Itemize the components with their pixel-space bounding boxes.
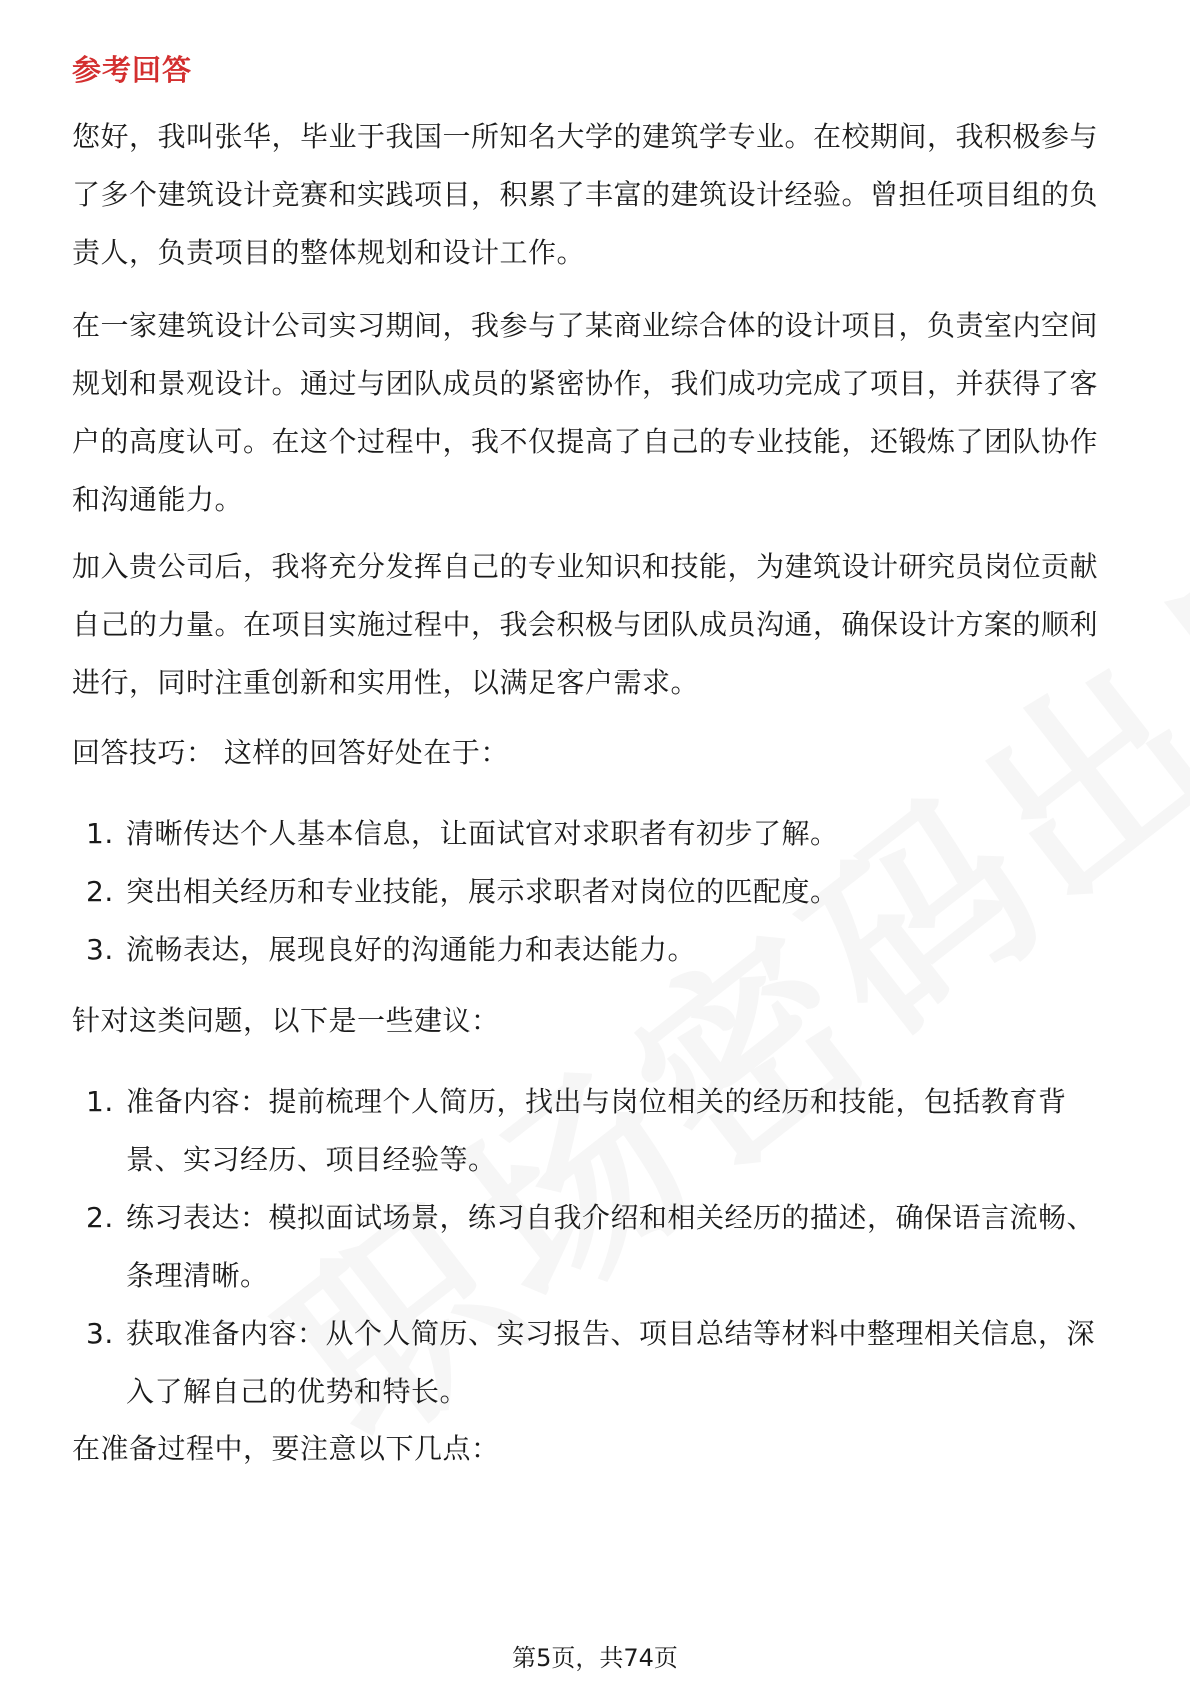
paragraph-intro: 您好，我叫张华，毕业于我国一所知名大学的建筑学专业。在校期间，我积极参与了多个建筑设计竞赛和实践项目，积累了丰富的建筑设计经验。曾担任项目组的负责人，负责项目的整体规划和设计工作。 [72, 120, 1099, 269]
tips-intro: 回答技巧： 这样的回答好处在于： [72, 736, 509, 769]
advice-intro: 针对这类问题，以下是一些建议： [72, 1004, 500, 1037]
list-item: 1. 准备内容：提前梳理个人简历，找出与岗位相关的经历和技能，包括教育背景、实习经历、项目经验等。 [86, 1085, 1067, 1176]
paragraph-internship: 在一家建筑设计公司实习期间，我参与了某商业综合体的设计项目，负责室内空间规划和景观设计。通过与团队成员的紧密协作，我们成功完成了项目，并获得了客户的高度认可。在这个过程中，我不仅提高了自己的专业技能，还锻炼了团队协作和沟通能力。 [72, 309, 1099, 516]
paragraph-contribution: 加入贵公司后，我将充分发挥自己的专业知识和技能，为建筑设计研究员岗位贡献自己的力量。在项目实施过程中，我会积极与团队成员沟通，确保设计方案的顺利进行，同时注重创新和实用性，以满足客户需求。 [72, 550, 1099, 699]
advice-list [72, 1073, 1118, 1421]
list-item: 1. 清晰传达个人基本信息，让面试官对求职者有初步了解。 [86, 817, 839, 850]
list-item: 3. 获取准备内容：从个人简历、实习报告、项目总结等材料中整理相关信息，深入了解自己的优势和特长。 [86, 1317, 1096, 1408]
list-item: 3. 流畅表达，展现良好的沟通能力和表达能力。 [86, 933, 697, 966]
list-item: 2. 练习表达：模拟面试场景，练习自我介绍和相关经历的描述，确保语言流畅、条理清晰。 [86, 1201, 1096, 1292]
section-heading: 参考回答 [72, 53, 193, 87]
closing-line: 在准备过程中，要注意以下几点： [72, 1432, 500, 1465]
page-number: 第5页，共74页 [512, 1644, 678, 1672]
list-item: 2. 突出相关经历和专业技能，展示求职者对岗位的匹配度。 [86, 875, 839, 908]
tips-list [72, 805, 1118, 979]
